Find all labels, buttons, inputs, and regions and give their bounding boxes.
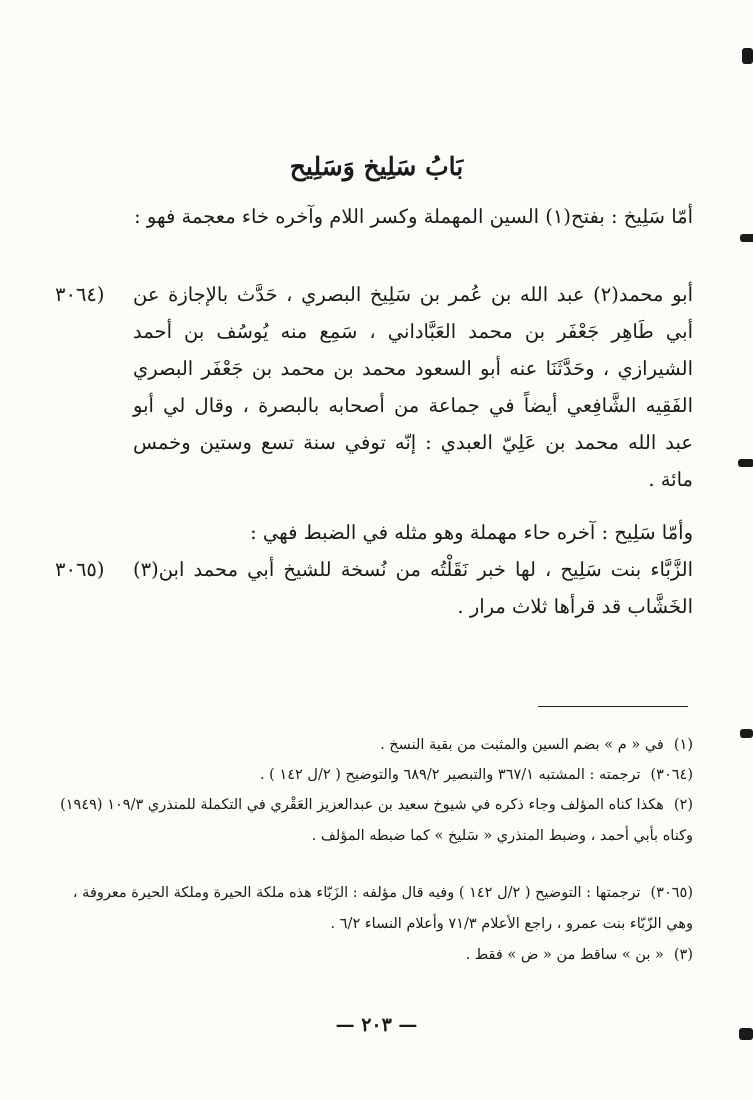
intro-paragraph: أمّا سَلِيخ : بفتح(١) السين المهملة وكسر اللام وآخره خاء معجمة فهو :: [134, 205, 693, 228]
entry-text: أبو محمد(٢) عبد الله بن عُمر بن سَلِيخ البصري ، حَدَّث بالإجازة عن أبي طَاهِر جَعْفَر بن محمد العَبَّاداني ، سَمِع منه يُوسُف بن أحمد الشيرازي ، وحَدَّثَنَا عنه أبو السعود محمد بن محمد بن جَعْفَر البصري الفَقِيه الشَّافِعي أيضاً في جماعة من أصحابه بالبصرة ، وقال لي أبو عبد الله محمد بن عَلِيّ العبدي : إنّه توفي سنة تسع وستين وخمس مائة .: [133, 283, 693, 491]
footnote-text: ترجمته : المشتبه ٣٦٧/١ والتبصير ٦٨٩/٢ والتوضيح ( ٢/ل ١٤٢ ) .: [259, 767, 641, 783]
scan-edge-mark: [740, 234, 753, 242]
footnote-number: (٣): [673, 947, 693, 963]
footnote: [57, 940, 693, 971]
footnote-text: ترجمتها : التوضيح ( ٢/ل ١٤٢ ) وفيه قال مؤلفه : الزَبّاء هذه ملكة الحيرة وملكة الحيرة معروفة ، وهي الزّبّاء بنت عمرو ، راجع الأعلام ٧١/٣ وأعلام النساء ٦/٢ .: [72, 885, 693, 932]
entry-number: (٣٠٦٥: [55, 558, 105, 581]
entry-3064: [57, 276, 693, 498]
entry-number: (٣٠٦٤: [55, 283, 105, 306]
footnote: [57, 760, 693, 791]
page-number: — ٢٠٣ —: [335, 1014, 418, 1036]
scan-edge-mark: [742, 48, 753, 64]
chapter-title: بَابُ سَلِيخ وَسَلِيح: [289, 152, 464, 181]
footnote-separator: [538, 706, 688, 707]
footnote: [57, 790, 693, 852]
footnote: [57, 730, 693, 761]
entry-3065: [57, 551, 693, 625]
scan-edge-mark: [739, 1028, 753, 1040]
scan-edge-mark: [740, 729, 753, 738]
second-intro-paragraph: وأمّا سَلِيح : آخره حاء مهملة وهو مثله في الضبط فهي :: [250, 521, 693, 544]
entry-text: الزَّبَّاء بنت سَلِيح ، لها خبر نَقَلْتُه من نُسخة للشيخ أبي محمد ابن(٣) الخَشَّاب قد قرأها ثلاث مرار .: [133, 558, 693, 618]
footnote-text: « بن » ساقط من « ض » فقط .: [465, 947, 664, 963]
footnote-number: (٣٠٦٥): [650, 885, 693, 901]
footnote-number: (٢): [673, 797, 693, 813]
footnote-number: (١): [673, 737, 693, 753]
footnote-number: (٣٠٦٤): [650, 767, 693, 783]
footnote-text: في « م » بضم السين والمثبت من بقية النسخ .: [380, 737, 664, 753]
footnote-text: هكذا كناه المؤلف وجاء ذكره في شيوخ سعيد بن عبدالعزيز العَقْري في التكملة للمنذري ١٠٩/٣ (١٩٤٩) وكناه بأبي أحمد ، وضبط المنذري « سَليخ » كما ضبطه المؤلف .: [60, 797, 693, 844]
scan-edge-mark: [738, 459, 753, 467]
footnote: [57, 878, 693, 940]
